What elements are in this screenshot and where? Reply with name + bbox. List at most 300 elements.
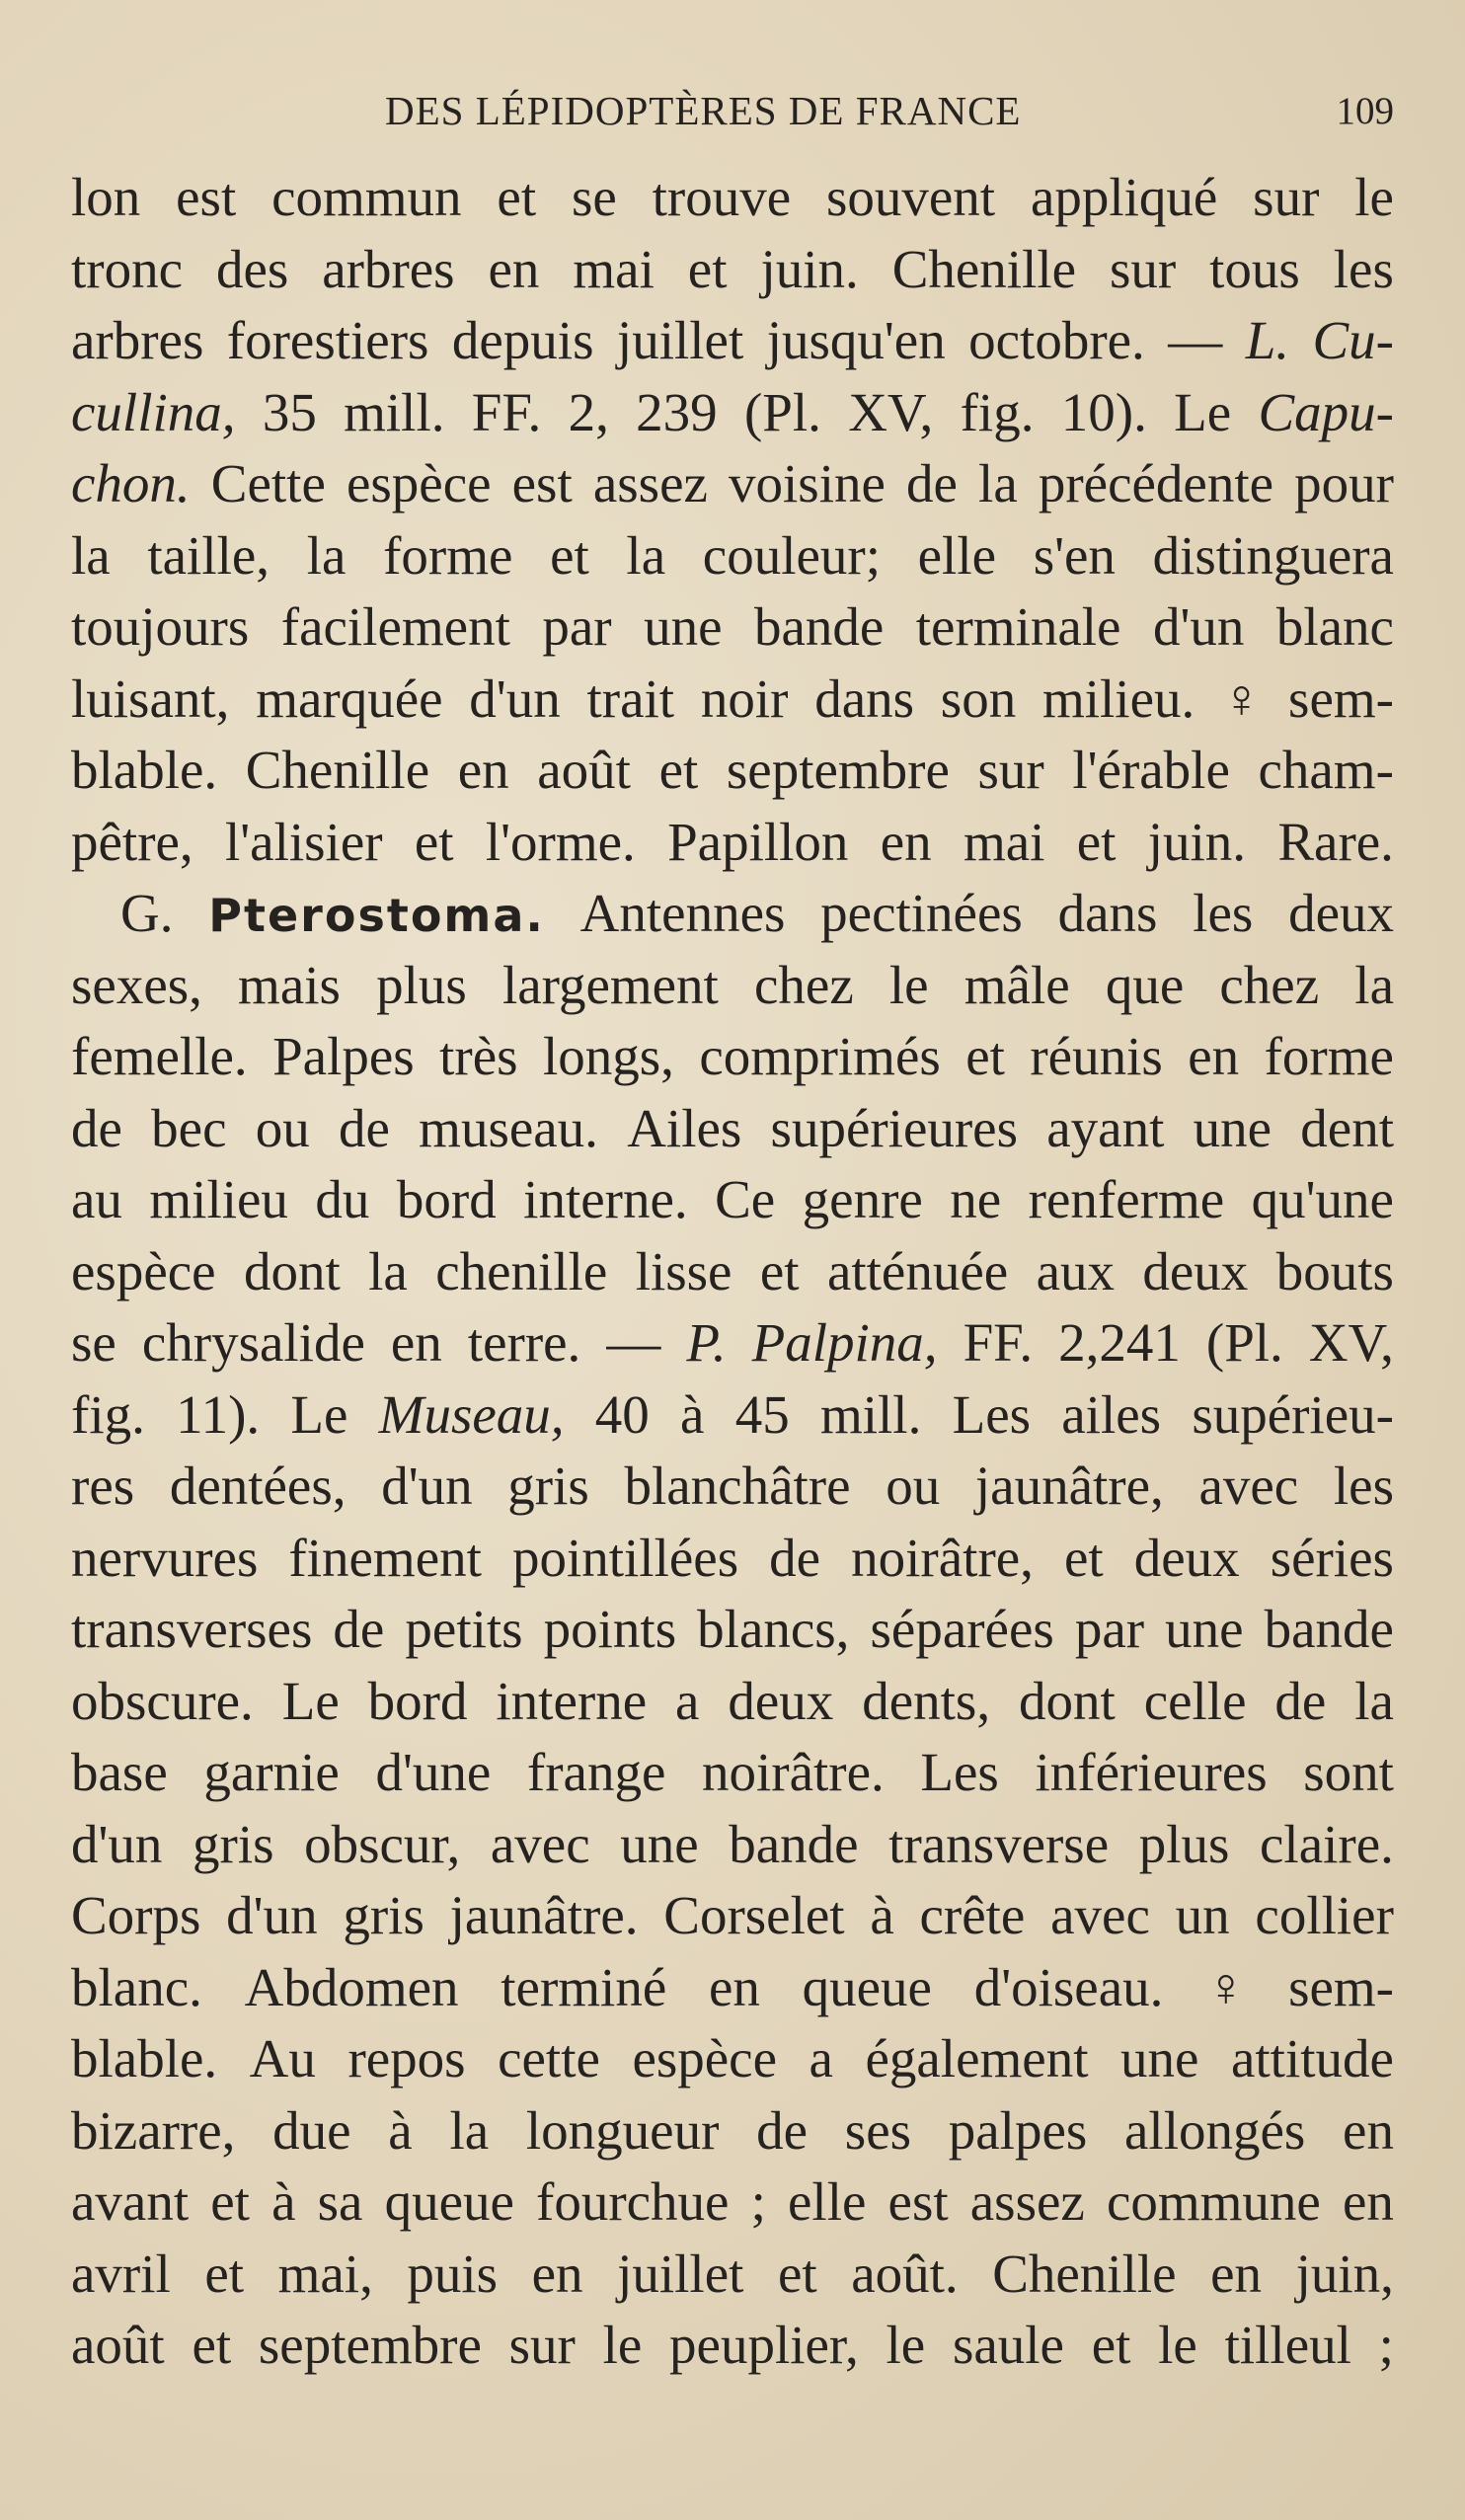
word: en [1342,2171,1394,2232]
word: lisse [635,1240,732,1301]
word: d'un [226,1885,318,1945]
word: s'en [1033,524,1116,586]
word: en [880,811,932,872]
word: 40 [594,1383,650,1445]
word: FF. [963,1312,1034,1373]
word: mai [963,811,1045,872]
word: le [886,2315,926,2375]
word: les [1333,1456,1394,1516]
word: les [1193,883,1254,943]
word: en [708,1956,760,2017]
word: femelle. [71,1026,248,1086]
text-line [71,950,1394,1022]
word: juin. [760,238,859,299]
word: dont [243,1240,341,1301]
word: à [271,2171,296,2232]
word: dentées, [169,1456,347,1516]
word: Ailes [627,1097,742,1158]
word: au [71,1169,122,1229]
word: un [1175,1885,1230,1945]
word: la [626,524,666,586]
word: chrysalide [141,1312,365,1373]
word: renferme [1028,1169,1225,1229]
word: bec [151,1097,227,1158]
word: puis [407,2243,499,2304]
body-text [71,162,1394,2382]
word: assez [592,453,708,513]
word: et [1063,1527,1104,1588]
word: taille, [147,524,270,586]
word: gris [193,1813,274,1874]
word: tilleul [1224,2315,1351,2375]
word: avant [71,2171,190,2232]
text-line [71,1021,1394,1093]
word: avril [71,2243,171,2304]
word: mais [238,954,341,1015]
text-line [71,2166,1394,2239]
word: de [1274,1670,1327,1731]
word: et [1091,2315,1131,2375]
text-line [71,448,1394,520]
word: par [1074,1599,1145,1659]
word: pêtre, [71,811,193,872]
word: petits [405,1599,523,1659]
word: Chenille [891,238,1077,299]
word: ou [255,1097,310,1158]
word: chez [754,954,854,1015]
word: commun [271,167,462,227]
word: et [759,1240,800,1301]
word: bande [1264,1599,1394,1659]
word: supérieures [770,1097,1019,1158]
word: une [644,596,723,657]
word: assez [969,2171,1085,2232]
text-line [71,2023,1394,2095]
word: blable. [71,740,218,800]
word: et [550,524,589,586]
word: finement [288,1527,482,1588]
text-line [71,1164,1394,1236]
text-line [71,1737,1394,1809]
word: dents, [862,1670,991,1731]
word: précédente [1038,453,1274,513]
word: couleur; [702,524,881,586]
word: septembre [726,740,950,800]
word: plus [1138,1813,1230,1874]
word: blanc [1275,596,1394,657]
word: blanchâtre [624,1456,851,1516]
word: chenille [435,1240,608,1301]
word: d'un [469,668,561,729]
word: celle [1143,1670,1247,1731]
word: sur [1109,238,1177,299]
word: la [1354,954,1394,1015]
word: en [488,238,540,299]
word: de [906,453,958,513]
word: une [1165,1599,1244,1659]
word: frange [526,1742,666,1802]
word: terre. [467,1312,581,1373]
word: XV, [848,381,934,442]
word: cullina, [71,381,236,442]
word: queue [384,2171,514,2232]
word: juillet [617,2243,744,2304]
word: jusqu'en [766,310,946,370]
text-line [71,1809,1394,1881]
word: l'orme. [485,811,636,872]
word: deux [728,1670,834,1731]
word: palpes [948,2099,1088,2161]
word: trait [586,668,675,729]
word: bouts [1275,1240,1394,1301]
word: ♀ [1205,1956,1247,2017]
word: interne. [523,1169,688,1229]
word: sa [317,2171,363,2232]
word: plus [376,954,467,1015]
word: une [1193,1097,1272,1158]
word: octobre. [968,310,1145,370]
word: ailes [1061,1383,1162,1445]
word: juin. [1147,811,1247,872]
word: arbres [322,238,455,299]
word: avec [1198,1456,1299,1516]
word: espèce [632,2028,777,2088]
word: sexes, [71,954,202,1015]
word: dans [814,668,915,729]
word: qu'une [1251,1169,1394,1229]
word: Cu- [1312,310,1394,370]
word: en [457,740,509,800]
word: de [333,1599,385,1659]
word: Rare. [1277,811,1394,872]
word: bande [753,596,885,657]
text-line [71,1666,1394,1738]
word: Le [290,1383,348,1445]
word: atténuée [826,1240,1009,1301]
word: points [543,1599,677,1659]
word: repos [347,2028,466,2088]
word: de [769,1527,821,1588]
word: Corselet [663,1885,845,1945]
word: est [176,167,237,227]
word: juin, [1295,2243,1394,2304]
word: fig. [71,1383,145,1445]
word: transverses [71,1599,313,1659]
word: le [1158,2315,1197,2375]
word: séries [1270,1527,1394,1588]
text-line [71,520,1394,592]
word: longs, [543,1026,674,1086]
word: et [777,2243,817,2304]
word: d'une [375,1742,492,1802]
word: Au [249,2028,316,2088]
word: ♀ [1221,668,1263,729]
word: distinguera [1152,524,1394,586]
word: et [192,2315,232,2375]
word: chez [1219,954,1320,1015]
word: en [1210,2243,1263,2304]
word: d'oiseau. [973,1956,1164,2017]
word: luisant, [71,668,230,729]
word: transverse [888,1813,1110,1874]
word: par [542,596,612,657]
word: est [887,2171,949,2232]
word: res [71,1456,135,1516]
word: fig. [960,381,1035,442]
word: l'érable [1072,740,1230,800]
word: Chenille [245,740,430,800]
word: sur [977,740,1044,800]
word: facilement [280,596,510,657]
word: bizarre, [71,2099,236,2161]
word: attitude [1230,2028,1394,2088]
word: avec [490,1813,590,1874]
word: commune [1106,2171,1321,2232]
word: Corps [71,1885,201,1945]
word: base [71,1742,168,1802]
word: interne [496,1670,648,1731]
word: également [865,2028,1089,2088]
word: trouve [652,167,792,227]
word: nervures [71,1527,259,1588]
text-line [71,1307,1394,1379]
word: arbres [71,310,204,370]
word: ou [886,1456,941,1516]
word: lon [71,167,141,227]
word: de [71,1097,122,1158]
word: garnie [203,1742,340,1802]
word: que [1105,954,1185,1015]
text-line [71,1523,1394,1595]
text-line [71,664,1394,736]
word: XV, [1308,1312,1394,1373]
text-line [71,1952,1394,2024]
word: cette [498,2028,600,2088]
word: FF. [471,381,542,442]
text-line [71,1379,1394,1452]
word: et [1076,811,1117,872]
word: gris [343,1885,424,1945]
word: le [602,2315,643,2375]
word: depuis [451,310,594,370]
word: noirâtre, [851,1527,1034,1588]
word: noir [700,668,789,729]
word: des [215,238,289,299]
text-line [71,1236,1394,1308]
word: a [809,2028,833,2088]
word: bord [367,1670,468,1731]
word: forme [1264,1026,1394,1086]
word: crête [919,1885,1026,1945]
word: a [675,1670,700,1731]
word: en [1188,1026,1240,1086]
text-line [71,377,1394,449]
word: mai, [277,2243,373,2304]
word: mill. [819,1383,922,1445]
word: collier [1255,1885,1394,1945]
word: deux [1133,1527,1240,1588]
word: et [204,2243,245,2304]
word: longueur [525,2099,720,2161]
word: (Pl. [1205,1312,1283,1373]
word: se [71,1312,116,1373]
word: Chenille [992,2243,1177,2304]
word: août. [851,2243,959,2304]
word: claire. [1260,1813,1394,1874]
word: deux [1288,883,1394,943]
word: fourchue [536,2171,730,2232]
word: terminé [501,1956,667,2017]
word: Antennes [579,883,786,943]
word: et [210,2171,250,2232]
word: appliqué [1030,167,1218,227]
page-number: 109 [1336,90,1394,132]
word: Ce [715,1169,776,1229]
word: en [531,2243,583,2304]
text-line [71,735,1394,807]
word: mâle [964,954,1070,1015]
word: sur [1253,167,1320,227]
word: dent [1300,1097,1394,1158]
word: à [870,1885,894,1945]
text-line [71,591,1394,664]
word: ses [844,2099,912,2161]
word: d'un [1152,596,1245,657]
word: blancs, [697,1599,850,1659]
word: en [1343,2099,1394,2161]
word: pointillées [511,1527,739,1588]
word: la [368,1240,408,1301]
word: milieu. [1041,668,1195,729]
word: bord [396,1169,497,1229]
word: L. [1245,310,1290,370]
word: deux [1142,1240,1249,1301]
word: 45 [734,1383,790,1445]
genus-name: Pterostoma. [208,889,545,942]
text-line [71,1880,1394,1952]
word: Les [952,1383,1032,1445]
word: souvent [825,167,996,227]
word: et [965,1026,1005,1086]
word: une [620,1813,699,1874]
word: — [606,1312,661,1373]
word: cham- [1258,740,1394,800]
word: peuplier, [669,2315,859,2375]
word: à [388,2099,413,2161]
word: largement [501,954,719,1015]
word: comprimés [699,1026,941,1086]
word: 2,241 [1058,1312,1181,1373]
word: espèce [346,453,492,513]
word: elle [788,2171,867,2232]
word: jaunâtre. [449,1885,639,1945]
word: museau. [419,1097,598,1158]
word: et [414,811,454,872]
word: blable. [71,2028,218,2088]
word: obscur, [304,1813,461,1874]
word: gris [507,1456,589,1516]
word: ; [750,2171,766,2232]
word: elle [917,524,997,586]
word: 2, [568,381,609,442]
word: mill. [344,381,445,442]
word: Palpina, [751,1312,938,1373]
word: forestiers [226,310,429,370]
word: d'un [71,1813,163,1874]
word: Capu- [1258,381,1394,442]
word: la [306,524,347,586]
word: d'un [381,1456,473,1516]
text-line [71,162,1394,234]
word: blanc. [71,1956,202,2017]
word: Abdomen [244,1956,459,2017]
word: de [339,1097,390,1158]
running-head-title: DES LÉPIDOPTÈRES DE FRANCE [385,88,1022,133]
word: terminale [915,596,1121,657]
word: jaunâtre, [974,1456,1164,1516]
word: réunis [1030,1026,1163,1086]
word: la [1354,1670,1394,1731]
text-line [71,305,1394,377]
word: genre [802,1169,923,1229]
text-line [71,2239,1394,2311]
word: tronc [71,238,184,299]
word: l'alisier [224,811,383,872]
word: G. [120,883,174,943]
word: de [756,2099,809,2161]
word: ne [950,1169,1002,1229]
text-line [71,234,1394,306]
word: Museau, [378,1383,565,1445]
word: avec [1050,1885,1150,1945]
word: noirâtre. [702,1742,885,1802]
word: tous [1209,238,1300,299]
word: dont [1019,1670,1116,1731]
word: pour [1294,453,1394,513]
word: 239 [636,381,718,442]
word: septembre [258,2315,482,2375]
word: — [1168,310,1223,370]
word: les [1333,238,1394,299]
word: août [537,740,631,800]
word: la [978,453,1018,513]
word: dans [1057,883,1158,943]
word: le [1354,167,1394,227]
word: Le [281,1670,340,1731]
word: Cette [210,453,326,513]
word: Palpes [272,1026,415,1086]
text-line [71,878,1394,950]
word: 35 [262,381,317,442]
word: toujours [71,596,250,657]
word: très [439,1026,518,1086]
word: à [680,1383,705,1445]
word: le [888,954,929,1015]
word: séparées [870,1599,1054,1659]
word: et [687,238,728,299]
word: sur [508,2315,576,2375]
text-line [71,807,1394,879]
word: bande [729,1813,859,1874]
text-line [71,2310,1394,2382]
word: sem- [1288,1956,1394,2017]
word: Le [1174,381,1232,442]
word: queue [802,1956,932,2017]
word: la [71,524,111,586]
word: (Pl. [743,381,821,442]
word: marquée [256,668,443,729]
running-head [71,87,1394,146]
